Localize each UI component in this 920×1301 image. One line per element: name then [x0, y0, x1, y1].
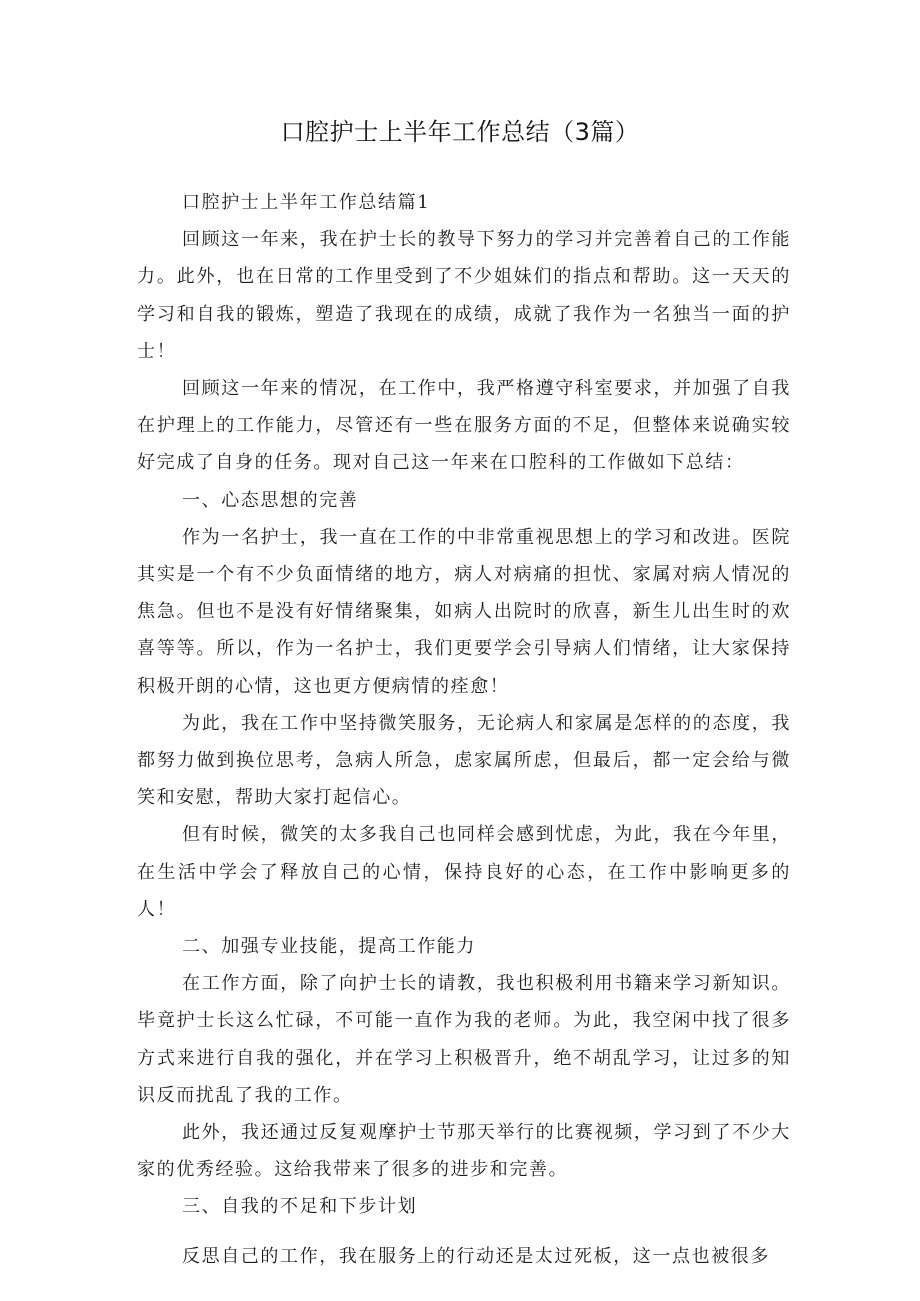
section-heading: 一、心态思想的完善	[182, 489, 359, 511]
section-heading: 二、加强专业技能，提高工作能力	[182, 936, 476, 958]
body-paragraph: 但有时候，微笑的太多我自己也同样会感到忧虑，为此，我在今年里，在生活中学会了释放自己的心情，保持良好的心态，在工作中影响更多的人！	[137, 824, 791, 920]
body-paragraph: 回顾这一年来的情况，在工作中，我严格遵守科室要求，并加强了自我在护理上的工作能力，尽管还有一些在服务方面的不足，但整体来说确实较好完成了自身的任务。现对自己这一年来在口腔科的工作做如下总结：	[137, 378, 791, 474]
body-paragraph: 在工作方面，除了向护士长的请教，我也积极利用书籍来学习新知识。毕竟护士长这么忙碌，不可能一直作为我的老师。为此，我空闲中找了很多方式来进行自我的强化，并在学习上积极晋升，绝不胡乱学习，让过多的知识反而扰乱了我的工作。	[137, 973, 791, 1106]
body-paragraph: 反思自己的工作，我在服务上的行动还是太过死板，这一点也被很多	[182, 1245, 770, 1267]
section-heading: 口腔护士上半年工作总结篇1	[182, 192, 431, 213]
document-title: 口腔护士上半年工作总结（3篇）	[280, 118, 640, 146]
body-paragraph: 作为一名护士，我一直在工作的中非常重视思想上的学习和改进。医院其实是一个有不少负面情绪的地方，病人对病痛的担忧、家属对病人情况的焦急。但也不是没有好情绪聚集，如病人出院时的欣喜，新生儿出生时的欢喜等等。所以，作为一名护士，我们更要学会引导病人们情绪，让大家保持积极开朗的心情，这也更方便病情的痊愈！	[137, 526, 791, 697]
body-paragraph: 回顾这一年来，我在护士长的教导下努力的学习并完善着自己的工作能力。此外，也在日常的工作里受到了不少姐妹们的指点和帮助。这一天天的学习和自我的锻炼，塑造了我现在的成绩，成就了我作为一名独当一面的护士！	[137, 229, 791, 362]
body-paragraph: 此外，我还通过反复观摩护士节那天举行的比赛视频，学习到了不少大家的优秀经验。这给我带来了很多的进步和完善。	[137, 1122, 791, 1181]
section-heading: 三、自我的不足和下步计划	[182, 1196, 418, 1218]
body-paragraph: 为此，我在工作中坚持微笑服务，无论病人和家属是怎样的的态度，我都努力做到换位思考，急病人所急，虑家属所虑，但最后，都一定会给与微笑和安慰，帮助大家打起信心。	[137, 712, 791, 809]
document-body	[137, 184, 791, 1275]
